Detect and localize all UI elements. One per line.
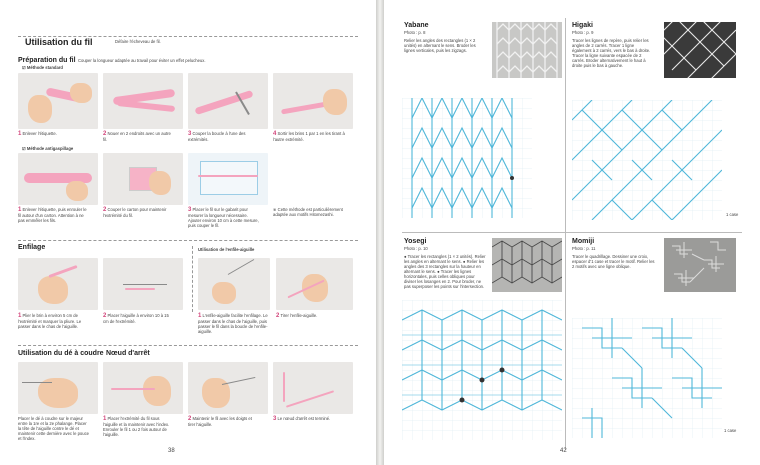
step-text: Placer l'aiguille à environ 10 à 15 cm de l'extrémité. [103,313,169,324]
pattern-desc [404,38,482,53]
anti-caption-1 [18,207,90,223]
step-text: Placer l'extrémité du fil sous l'aiguille et la maintenir avec l'index. Enrouler le fil 1 ou 2 fois autour de l'aiguille. [103,416,170,437]
standard-caption-2 [103,131,175,142]
step-text: Enlever l'étiquette. [22,131,57,136]
photo-step-pull [273,73,353,129]
photo-step-cut [188,73,268,129]
desc-line: Tracer 1 ligne également à 2 carrés, vers le bas à droite. Tracer la ligne suivante espacée de 2 carrés. [572,43,651,63]
anti-caption-2 [103,207,175,218]
pattern-name: Higaki [572,22,594,29]
divider [18,345,358,346]
standard-label [22,65,63,70]
step-number: 1 [18,131,22,137]
yabane-sample-photo [492,22,562,78]
anti-label [22,146,73,151]
checkmark-icon: ☑ [22,146,27,151]
desc-line: ● Tracer les lignes horizontales, puis celles obliques pour diviser les losanges en 2. [404,269,475,284]
higaki-diagram [572,100,722,220]
step-number: 1 [103,416,107,422]
step-number: 1 [18,207,22,213]
step-text: Enlever l'étiquette, puis enrouler le fil autour d'un carton. Attention à ne pas emmêler les fils. [18,207,87,223]
momiji-diagram [572,318,722,438]
anti-caption-3 [188,207,260,228]
pattern-name: Yabane [404,22,429,29]
enfilage-caption-3 [198,313,270,334]
photo-thimble [18,362,98,414]
standard-label-text: Méthode standard [26,65,63,70]
photo-noeud-1 [103,362,183,414]
desc-line: Dessiner une croix, espacer d'1 case et tracer le motif. Relier les 2 motifs avec une ligne oblique. [572,254,655,269]
pattern-photo-ref: Photo : p. 9 [572,30,594,35]
higaki-sample-photo [664,22,736,78]
scale-label: 1 case [726,212,739,217]
pattern-name: Momiji [572,238,595,245]
pattern-photo-ref: Photo : p. 8 [404,30,426,35]
step-number: 2 [276,313,280,319]
step-text: Plier le brin à environ 5 cm de l'extrémité et marquer la pliure. Le passer dans le chas de l'aiguille. [18,313,82,329]
photo-step-knot [103,73,183,129]
photo-anti-card [103,153,183,205]
yosegi-diagram [402,300,562,440]
step-text: Maintenir le fil avec les doigts et tirer l'aiguille. [188,416,252,427]
step-text: Couper le carton pour maintenir l'extrémité du fil. [103,207,167,218]
step-number: 4 [273,131,277,137]
enfilage-heading: Enfilage [18,244,46,251]
standard-caption-1 [18,131,90,137]
step-number: 3 [188,131,192,137]
standard-caption-4 [273,131,345,142]
anti-note: ※ Cette méthode est particulièrement adaptée aux motifs Hitomezashi. [273,207,343,217]
step-text: Placer le fil sur le gabarit pour mesurer la longueur nécessaire. Ajouter environ 10 cm à cette mesure, puis couper le fil. [188,207,259,228]
desc-line: Relier les angles des rectangles (1 × 2 unités) en alternant le sens. [404,38,476,48]
desc-line: ● Relier les angles des 3 rectangles sur la hauteur en alternant le sens. [404,259,485,274]
divider [18,240,358,241]
step-text: Nouer en 2 endroits avec un autre fil. [103,131,171,142]
desc-line: Broder les lignes verticales, puis les zigzags. [404,43,476,53]
enfilage-sub: Utilisation de l'enfile-aiguille [198,247,255,252]
anti-label-text: Méthode antigaspillage [26,146,74,151]
step-number: 2 [188,416,192,422]
enfilage-caption-4 [276,313,348,319]
step-text: Tirer l'enfile-aiguille. [280,313,318,318]
desc-line: ● Tracer les rectangles (1 × 2 unités). Relier les angles en alternant le sens. [404,254,486,264]
pattern-photo-ref: Photo : p. 10 [404,246,428,251]
photo-enfilage-4 [276,258,353,310]
scale-label: 1 case [724,428,737,433]
de-text: Placer le dé à coudre sur le majeur entre la 1re et la 2e phalange. Placer la tête de l'aiguille contre le dé et maintenir cette dernière avec le pouce et l'index. [18,416,89,441]
pattern-desc [404,254,488,289]
noeud-caption-3 [273,416,345,422]
right-page [384,0,760,465]
enfilage-caption-1 [18,313,90,329]
desc-line: Tracer les lignes de repère, puis relier les angles de 2 carrés. [572,38,649,48]
enfilage-caption-2 [103,313,175,324]
step-text: Sortir les brins 1 par 1 en les tirant à l'autre extrémité. [273,131,345,142]
step-number: 1 [198,313,202,319]
vertical-divider [565,18,566,450]
page-number: 42 [560,448,567,454]
pattern-desc [572,254,656,269]
noeud-heading: Nœud d'arrêt [106,350,150,357]
step-number: 2 [103,207,107,213]
step-number: 1 [18,313,22,319]
step-number: 2 [103,313,107,319]
photo-anti-wind [18,153,98,205]
desc-line: Tracer le quadrillage. [572,254,612,259]
photo-enfilage-3 [198,258,270,310]
step-number: 3 [188,207,192,213]
prep-note: Couper la longueur adaptée au travail pour éviter un effet pelucheux. [78,58,206,63]
pattern-desc [572,38,652,68]
checkmark-icon: ☑ [22,65,27,70]
prep-heading: Préparation du fil [18,57,76,64]
section-title-note: Défaire l'écheveau de fil. [115,39,161,44]
momiji-sample-photo [664,238,736,292]
yosegi-sample-photo [492,238,562,292]
step-text: Le nœud d'arrêt est terminé. [277,416,331,421]
step-text: Couper la boucle à l'une des extrémités. [188,131,246,142]
pattern-photo-ref: Photo : p. 11 [572,246,596,251]
yabane-diagram [402,98,532,218]
enfilage-separator [192,246,193,312]
photo-noeud-3 [273,362,353,414]
pattern-name: Yosegi [404,238,427,245]
photo-step-remove-label [18,73,98,129]
photo-anti-template [188,153,268,205]
desc-line: Pour broder, ne pas superposer les points sur l'intersection. [404,279,485,289]
photo-noeud-2 [188,362,268,414]
step-number: 2 [103,131,107,137]
standard-caption-3 [188,131,260,142]
book-gutter [376,0,384,465]
photo-enfilage-1 [18,258,98,310]
desc-line: Broder alternativement le haut à droite puis le bas à gauche. [572,58,646,68]
de-heading: Utilisation du dé à coudre [18,350,104,357]
photo-enfilage-2 [103,258,183,310]
noeud-caption-1 [103,416,175,437]
page-number: 38 [168,448,175,454]
step-number: 3 [273,416,277,422]
left-page [0,0,376,465]
noeud-caption-2 [188,416,260,427]
section-title: Utilisation du fil [25,37,93,47]
horizontal-divider [402,232,742,233]
step-text: L'enfile-aiguille facilite l'enfilage. Le passer dans le chas de l'aiguille, puis passer le fil dans la boucle de l'enfile-aiguille. [198,313,268,334]
